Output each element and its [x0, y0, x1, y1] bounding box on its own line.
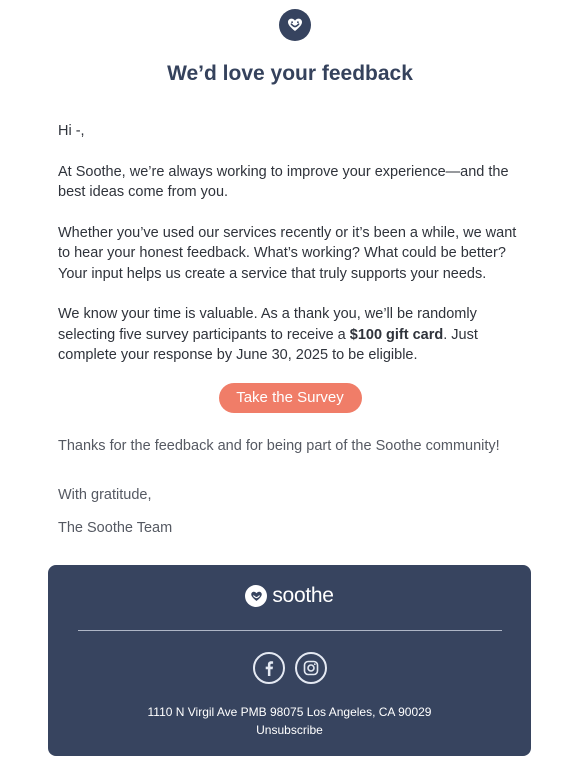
soothe-logo-mark — [279, 9, 311, 41]
facebook-icon[interactable] — [253, 652, 285, 684]
take-survey-button[interactable]: Take the Survey — [219, 383, 362, 413]
heart-hands-icon — [245, 585, 267, 607]
email-footer — [48, 565, 531, 756]
instagram-icon[interactable] — [295, 652, 327, 684]
signoff-text: With gratitude, — [58, 487, 152, 503]
footer-logo-text: soothe — [272, 584, 334, 607]
signature-text: The Soothe Team — [58, 520, 173, 536]
footer-logo[interactable] — [48, 584, 531, 608]
footer-divider — [78, 630, 502, 631]
email-headline: We’d love your feedback — [167, 62, 413, 85]
social-links — [48, 652, 531, 684]
giftcard-outro: . Just complete your response by June 30, 2025 to be eligible. — [58, 326, 478, 363]
giftcard-paragraph — [58, 304, 528, 366]
heart-hands-icon — [285, 15, 305, 35]
thanks-text: Thanks for the feedback and for being part of the Soothe community! — [58, 438, 500, 454]
company-address: 1110 N Virgil Ave PMB 98075 Los Angeles, CA 90029 — [147, 705, 432, 719]
giftcard-highlight: $100 gift card — [349, 326, 444, 343]
greeting: Hi -, — [58, 123, 85, 139]
unsubscribe-link[interactable]: Unsubscribe — [256, 723, 323, 737]
feedback-paragraph: Whether you’ve used our services recently or it’s been a while, we want to hear your honest feedback. What’s working? What could be better? Your input helps us create a service that truly supports your needs. — [58, 224, 517, 282]
email-body — [58, 121, 528, 366]
giftcard-intro: We know your time is valuable. As a thank you, we’ll be randomly selecting five survey participants to receive a — [58, 306, 477, 343]
intro-paragraph: At Soothe, we’re always working to improve your experience—and the best ideas come from you. — [58, 163, 509, 200]
cta-container — [0, 383, 580, 413]
